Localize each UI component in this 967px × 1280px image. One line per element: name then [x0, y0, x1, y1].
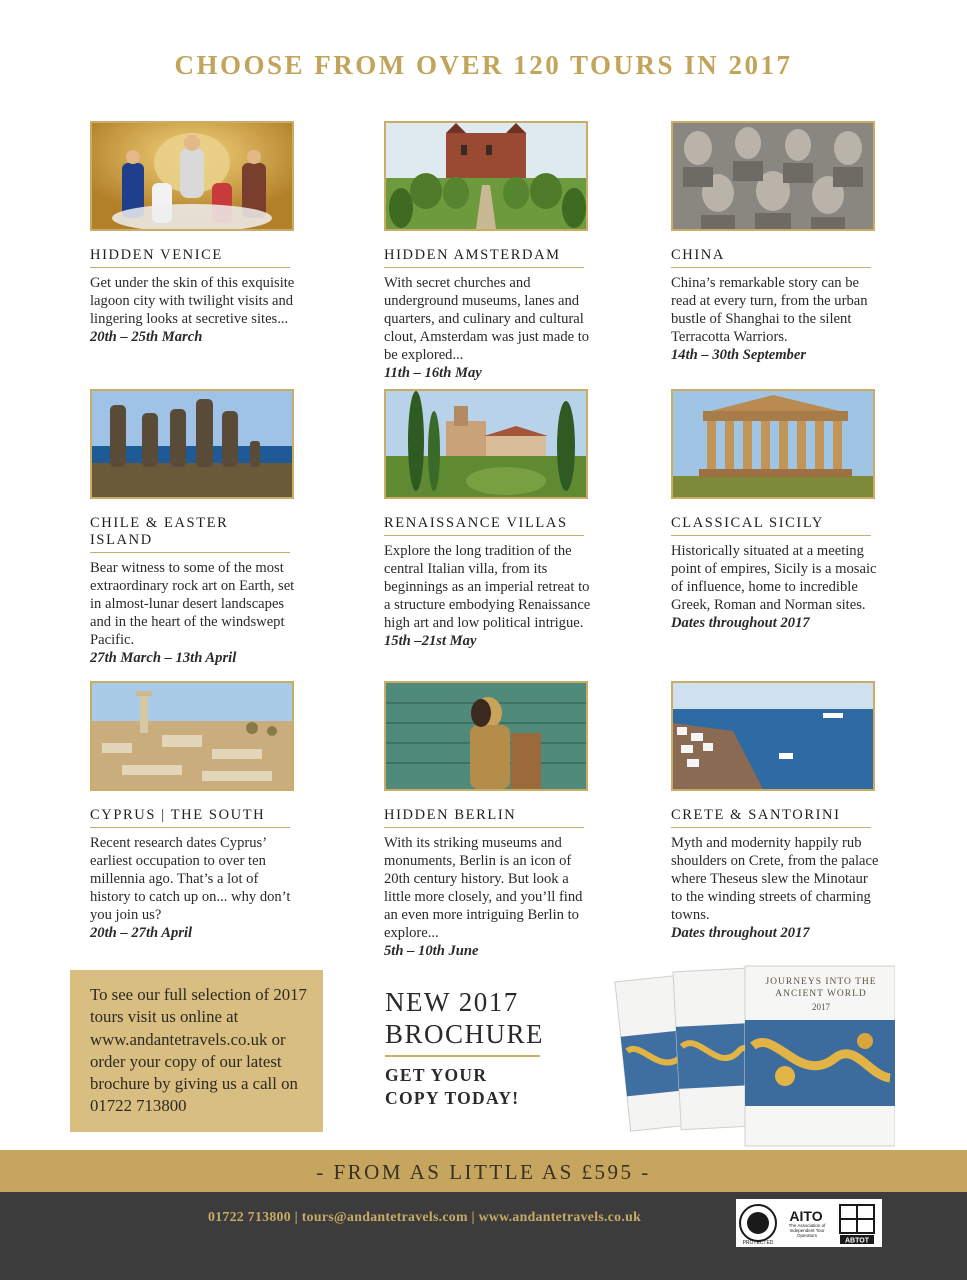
aito-caption-text: The Association of Independent Tour Operators [788, 1223, 826, 1238]
tour-photo-santorini-caldera [671, 681, 875, 791]
tour-title: HIDDEN AMSTERDAM [384, 247, 584, 268]
tour-photo-greek-temple [671, 389, 875, 499]
tour-card-hidden-berlin [384, 681, 594, 960]
tour-title: HIDDEN VENICE [90, 247, 290, 268]
tour-title: CHINA [671, 247, 871, 268]
tour-photo-venice-mosaic [90, 121, 294, 231]
brochure-divider [385, 1055, 540, 1057]
brochure-covers-image [605, 962, 895, 1152]
tour-dates: 20th – 27th April [90, 925, 193, 941]
tour-card-classical-sicily [671, 389, 881, 632]
tour-description: Myth and modernity happily rub shoulders on Crete, from the palace where Theseus slew the Minotaur to the winding streets of charming towns. [671, 835, 879, 923]
tour-photo-ishtar-relief [384, 681, 588, 791]
tour-dates: 11th – 16th May [384, 365, 482, 381]
tour-card-hidden-venice [90, 121, 300, 346]
tour-description: Get under the skin of this exquisite lagoon city with twilight visits and lingering looks at secretive sites... [90, 275, 295, 327]
tour-dates: 27th March – 13th April [90, 650, 237, 666]
online-info-box [70, 970, 323, 1132]
tour-photo-amsterdam-castle [384, 121, 588, 231]
tour-title: CHILE & EASTER ISLAND [90, 515, 290, 553]
footer [0, 1192, 967, 1280]
tour-title: HIDDEN BERLIN [384, 807, 584, 828]
tour-card-crete-santorini [671, 681, 881, 942]
tour-photo-cyprus-ruins [90, 681, 294, 791]
tour-title: CRETE & SANTORINI [671, 807, 871, 828]
tour-description: China’s remarkable story can be read at every turn, from the urban bustle of Shanghai to the silent Terracotta Warriors. [671, 275, 868, 345]
brochure-cover-year: 2017 [812, 1002, 830, 1012]
tour-card-hidden-amsterdam [384, 121, 594, 382]
tour-card-cyprus-the-south [90, 681, 300, 942]
aito-logo-text: AITO [789, 1208, 823, 1224]
tour-description: Explore the long tradition of the central Italian villa, from its beginnings as an imperial retreat to a structure embodying Renaissance high art and low political intrigue. [384, 543, 591, 631]
protected-seal-text: PROTECTED [742, 1240, 774, 1246]
tour-title: RENAISSANCE VILLAS [384, 515, 584, 536]
tour-description: Historically situated at a meeting point of empires, Sicily is a mosaic of influence, home to incredible Greek, Roman and Norman sites. [671, 543, 877, 613]
brochure-cta: GET YOUR COPY TODAY! [385, 1065, 520, 1108]
online-info-text: To see our full selection of 2017 tours visit us online at www.andantetravels.co.uk or order your copy of our latest brochure by giving us a call on 01722 713800 [90, 985, 307, 1116]
tour-description: With its striking museums and monuments, Berlin is an icon of 20th century history. But look a little more closely, and you’ll find an even more intriguing Berlin to explore... [384, 835, 583, 941]
tour-description: Bear witness to some of the most extraordinary rock art on Earth, set in almost-lunar desert landscapes and in the heart of the windswept Pacific. [90, 560, 295, 648]
accreditation-logos [736, 1199, 882, 1247]
brochure-heading: NEW 2017 BROCHURE [385, 987, 545, 1049]
price-banner: - FROM AS LITTLE AS £595 - [0, 1150, 967, 1192]
tour-photo-italian-villa [384, 389, 588, 499]
tour-title: CYPRUS | THE SOUTH [90, 807, 290, 828]
tour-description: Recent research dates Cyprus’ earliest occupation to over ten millennia ago. That’s a lot of history to catch up on... why don’t you join us? [90, 835, 291, 923]
tour-card-china [671, 121, 881, 364]
tour-dates: 5th – 10th June [384, 943, 479, 959]
tour-dates: 20th – 25th March [90, 329, 203, 345]
tour-dates: Dates throughout 2017 [671, 925, 810, 941]
tour-photo-easter-island-moai [90, 389, 294, 499]
tour-description: With secret churches and underground museums, lanes and quarters, and culinary and cultural clout, Amsterdam was just made to be explored... [384, 275, 590, 363]
tour-dates: 14th – 30th September [671, 347, 806, 363]
tour-dates: 15th –21st May [384, 633, 477, 649]
contact-details: 01722 713800 | tours@andantetravels.com | www.andantetravels.co.uk [208, 1209, 642, 1224]
tour-title: CLASSICAL SICILY [671, 515, 871, 536]
abtot-logo-text: ABTOT [845, 1237, 869, 1245]
brochure-cover-title: JOURNEYS INTO THE ANCIENT WORLD [765, 977, 877, 999]
page-headline: CHOOSE FROM OVER 120 TOURS IN 2017 [174, 50, 793, 80]
tour-dates: Dates throughout 2017 [671, 615, 810, 631]
tour-photo-terracotta-warriors [671, 121, 875, 231]
tour-card-chile-easter-island [90, 389, 300, 667]
tour-card-renaissance-villas [384, 389, 594, 650]
